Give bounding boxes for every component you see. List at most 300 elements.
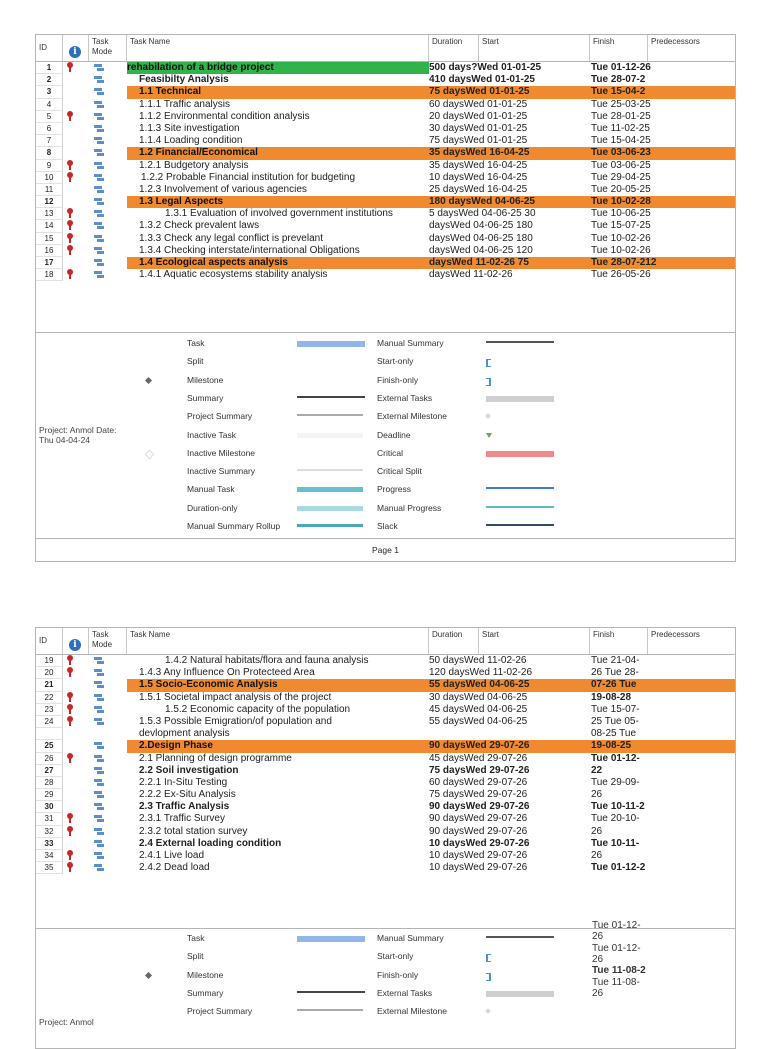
legend-label: Project Summary [187,411,253,422]
auto-schedule-icon [94,123,108,135]
auto-schedule-icon [94,716,108,728]
finish-only-symbol [486,973,491,981]
legend-label: External Tasks [377,392,433,403]
finish-date: Tue 26-05-26 [591,269,651,281]
finish-date: 19-08-28 [591,691,632,703]
task-name[interactable]: 1.2.2 Probable Financial institution for budgeting [141,171,356,183]
table-row[interactable] [36,62,735,74]
auto-schedule-icon [94,667,108,679]
table-row[interactable] [36,801,735,813]
header-finish: Finish [590,35,648,61]
task-name[interactable]: rehabilation of a bridge project [127,62,274,73]
task-rows [36,655,735,874]
diamond-symbol [145,972,152,979]
legend-label: Split [187,951,204,962]
header-task-mode: Task Mode [89,628,127,654]
finish-date: Tue 29-09- [591,776,640,788]
task-name[interactable]: 1.4 Ecological aspects analysis [139,257,288,268]
table-row[interactable] [36,74,735,86]
legend-label: Critical [377,447,403,458]
header-predecessors: Predecessors [651,630,700,639]
legend-label: Inactive Summary [187,466,256,477]
duration-start: 10 daysWed 16-04-25 [429,171,528,183]
table-row[interactable] [36,99,735,111]
finish-date: Tue 01-12- [592,920,641,931]
duration-start: 120 daysWed 11-02-26 [429,667,533,679]
row-id: 31 [36,813,63,825]
duration-start: 90 daysWed 29-07-26 [429,740,530,752]
table-row[interactable] [36,862,735,874]
table-header [36,628,735,655]
legend-label: Inactive Milestone [187,447,256,458]
row-id: 32 [36,826,63,838]
task-name[interactable]: 1.3.2 Check prevalent laws [139,220,260,232]
progress-symbol [486,487,554,489]
inactive-diamond-symbol [145,449,155,459]
finish-date: Tue 10-02-26 [591,244,651,256]
legend-label: Duration-only [187,502,238,513]
auto-schedule-icon [94,679,108,691]
duration-start: 20 daysWed 01-01-25 [429,110,528,122]
inactive-bar-symbol [297,433,363,438]
legend-label: Manual Summary Rollup [187,521,281,531]
duration-start: 5 daysWed 04-06-25 30 [429,208,536,220]
task-name[interactable]: 2.4.1 Live load [139,850,205,861]
task-name[interactable]: 1.5.2 Economic capacity of the population [165,703,351,715]
ext-milestone-symbol [485,413,491,419]
auto-schedule-icon [94,862,108,874]
task-name[interactable]: 1.1.2 Environmental condition analysis [139,110,310,122]
proj-summary-symbol [297,1009,363,1011]
duration-start: 25 daysWed 16-04-25 [429,183,528,195]
auto-schedule-icon [94,172,108,184]
duration-start: 90 daysWed 29-07-26 [429,825,528,837]
task-name[interactable]: 1.4.1 Aquatic ecosystems stability analysis [139,269,328,281]
row-id: 4 [36,99,63,111]
task-name[interactable]: 1.4.3 Any Influence On Protecteed Area [139,667,315,679]
task-name[interactable]: Feasibilty Analysis [139,74,229,86]
duration-start: 10 daysWed 29-07-26 [429,850,528,861]
table-row[interactable] [36,679,735,691]
table-row[interactable] [36,184,735,196]
task-name[interactable]: 2.3 Traffic Analysis [139,801,230,813]
finish-date: Tue 15-07-25 [591,220,651,232]
finish-date: 22 [591,764,603,776]
finish-date: 26 [592,931,604,943]
table-row[interactable] [36,245,735,257]
table-row[interactable] [36,233,735,245]
row-id: 12 [36,196,63,208]
task-name[interactable]: 1.5 Socio-Economic Analysis [139,679,278,691]
task-name[interactable]: 1.2 Financial/Economical [139,147,258,159]
task-name[interactable]: 2.4.2 Dead load [139,862,210,874]
manual-summary-symbol [486,936,554,938]
finish-date: Tue 25-03-25 [591,98,651,110]
auto-schedule-icon [94,147,108,159]
project-info: Project: Anmol Date: Thu 04-04-24 [39,425,117,445]
finish-date: Tue 01-12- [592,942,641,954]
task-name[interactable]: 2.2 Soil investigation [139,764,239,776]
legend-label: Critical Split [377,466,422,477]
finish-date: 19-08-25 [591,740,632,752]
row-id: 24 [36,716,63,728]
start-only-symbol [486,359,491,367]
table-row[interactable] [36,667,735,679]
row-id: 6 [36,123,63,135]
auto-schedule-icon [94,789,108,801]
finish-date: 25 Tue 05- [591,715,639,727]
row-id: 28 [36,777,63,789]
header-start: Start [479,35,590,61]
task-name[interactable]: 2.3.2 total station survey [139,825,248,837]
manual-teal-symbol [297,487,363,492]
row-id: 34 [36,850,63,862]
auto-schedule-icon [94,196,108,208]
legend [36,920,735,1049]
auto-schedule-icon [94,269,108,281]
finish-date: Tue 20-10- [591,813,640,825]
auto-schedule-icon [94,257,108,269]
table-row[interactable] [36,160,735,172]
legend [36,332,735,539]
legend-label: Slack [377,521,398,531]
legend-label: Summary [187,987,224,998]
table-row[interactable] [36,147,735,159]
legend-label: External Milestone [377,411,447,422]
row-id: 7 [36,135,63,147]
auto-schedule-icon [94,850,108,862]
row-id: 33 [36,838,63,850]
duration-start: 500 days?Wed 01-01-25 [429,62,542,73]
table-row[interactable] [36,655,735,667]
pushpin-icon [67,862,81,876]
finish-date: Tue 15-04-25 [591,135,651,147]
auto-schedule-icon [94,62,108,74]
legend-label: Deadline [377,429,411,440]
finish-date: 26 [591,825,603,837]
duration-start: daysWed 11-02-26 75 [429,257,529,268]
table-row[interactable] [36,135,735,147]
legend-label: Finish-only [377,374,419,385]
auto-schedule-icon [94,777,108,789]
task-name[interactable]: devlopment analysis [139,728,230,740]
auto-schedule-icon [94,692,108,704]
finish-date: Tue 28-07-2 [591,74,646,86]
table-row[interactable] [36,716,735,728]
table-row[interactable] [36,753,735,765]
duration-start: 90 daysWed 29-07-26 [429,813,528,825]
task-name[interactable]: 1.2.3 Involvement of various agencies [139,183,307,195]
header-duration: Duration [429,35,479,61]
row-id [36,728,63,740]
task-name[interactable]: 2.2.2 Ex-Situ Analysis [139,789,236,801]
table-row[interactable] [36,208,735,220]
table-row[interactable] [36,111,735,123]
row-id: 1 [36,62,63,74]
table-row[interactable] [36,813,735,825]
table-row[interactable] [36,172,735,184]
auto-schedule-icon [94,111,108,123]
row-id: 19 [36,655,63,667]
duration-start: 75 daysWed 29-07-26 [429,764,530,776]
table-row[interactable] [36,269,735,281]
finish-date: Tue 11-08-2 [592,965,646,977]
info-icon: i [69,46,81,58]
manual-progress-symbol [486,506,554,508]
auto-schedule-icon [94,86,108,98]
header-indicators [63,35,89,61]
ext-tasks-symbol [486,396,554,402]
auto-schedule-icon [94,220,108,232]
start-only-symbol [486,954,491,962]
legend-label: Manual Task [187,484,235,495]
legend-label: Task [187,338,205,348]
task-name[interactable]: 1.3.1 Evaluation of involved government institutions [165,208,393,220]
row-id: 17 [36,257,63,269]
row-id: 11 [36,184,63,196]
finish-date: Tue 10-11-2 [591,801,645,813]
row-id: 26 [36,753,63,765]
legend-label: Start-only [377,951,414,962]
header-task-name: Task Name [127,35,429,61]
auto-schedule-icon [94,838,108,850]
task-name[interactable]: 2.4 External loading condition [139,837,282,849]
finish-date: Tue 10-02-26 [591,232,651,244]
auto-schedule-icon [94,184,108,196]
finish-date: 26 Tue 28- [591,667,639,679]
duration-start: 60 daysWed 01-01-25 [429,98,528,110]
header-id: ID [36,35,63,61]
slack-symbol [486,524,554,526]
task-name[interactable]: 1.3.4 Checking interstate/international Obligations [139,244,360,256]
legend-label: Manual Progress [377,502,442,513]
duration-start: 50 daysWed 11-02-26 [429,655,527,666]
proj-summary-symbol [297,414,363,416]
task-name[interactable]: 1.2.1 Budgetory analysis [139,159,249,171]
diamond-symbol [145,377,152,384]
gantt-page-1 [35,34,736,562]
finish-date: Tue 10-02-28 [591,196,651,208]
ext-milestone-symbol [485,1008,491,1014]
finish-date: 26 [591,850,603,861]
header-indicators [63,628,89,654]
duration-start: daysWed 04-06-25 180 [429,220,533,232]
finish-date: Tue 15-07- [591,703,640,715]
duration-start: 35 daysWed 16-04-25 [429,147,530,159]
ext-tasks-symbol [486,991,554,997]
finish-date: Tue 03-06-25 [591,159,651,171]
table-row[interactable] [36,850,735,862]
row-id: 22 [36,692,63,704]
gantt-page-2 [35,627,736,1049]
row-id: 23 [36,704,63,716]
header-duration: Duration [429,628,479,654]
auto-schedule-icon [94,813,108,825]
task-name[interactable]: 1.1.4 Loading condition [139,135,243,147]
table-row[interactable] [36,777,735,789]
row-id: 18 [36,269,63,281]
table-row[interactable] [36,704,735,716]
legend-label: Milestone [187,374,224,385]
auto-schedule-icon [94,74,108,86]
table-row[interactable] [36,826,735,838]
duration-start: 410 daysWed 01-01-25 [429,74,535,86]
auto-schedule-icon [94,233,108,245]
header-task-mode: Task Mode [89,35,127,61]
row-id: 2 [36,74,63,86]
legend-label: Milestone [187,969,224,980]
auto-schedule-icon [94,740,108,752]
duration-start: 75 daysWed 01-01-25 [429,86,530,98]
table-row[interactable] [36,692,735,704]
legend-label: Split [187,356,204,367]
task-name[interactable]: 1.1.3 Site investigation [139,122,240,134]
page-label: Page 1 [372,545,399,555]
table-row[interactable] [36,765,735,777]
task-name[interactable]: 2.1 Planning of design programme [139,752,292,764]
task-name[interactable]: 1.1 Technical [139,86,202,98]
auto-schedule-icon [94,160,108,172]
table-header [36,35,735,62]
table-row[interactable] [36,196,735,208]
finish-date: Tue 10-06-25 [591,208,651,220]
task-name[interactable]: 1.1.1 Traffic analysis [139,98,230,110]
header-task-name: Task Name [127,628,429,654]
legend-label: Manual Summary [377,338,444,348]
table-row[interactable] [36,789,735,801]
auto-schedule-icon [94,753,108,765]
table-row[interactable] [36,220,735,232]
auto-schedule-icon [94,765,108,777]
row-id: 14 [36,220,63,232]
bar-blue-symbol [297,936,365,942]
summary-symbol [297,396,365,398]
auto-schedule-icon [94,245,108,257]
finish-date: Tue 20-05-25 [591,183,651,195]
legend-label: Progress [377,484,412,495]
legend-label: External Tasks [377,987,433,998]
header-start: Start [479,628,590,654]
header-predecessors: Predecessors [651,37,700,46]
header-id: ID [36,628,63,654]
task-name[interactable]: 1.4.2 Natural habitats/flora and fauna analysis [165,655,369,666]
task-name[interactable]: 1.3 Legal Aspects [139,196,224,208]
task-name[interactable]: 1.5.3 Possible Emigration/of population and [139,715,332,727]
row-id: 27 [36,765,63,777]
auto-schedule-icon [94,135,108,147]
row-id: 10 [36,172,63,184]
summary-symbol [297,991,365,993]
finish-date: Tue 29-04-25 [591,171,651,183]
duration-start: 45 daysWed 04-06-25 [429,703,528,715]
finish-date: Tue 01-12-26 [591,62,651,73]
finish-date: 26 [591,789,603,801]
critical-symbol [486,451,554,457]
legend-label: Summary [187,392,224,403]
table-row[interactable] [36,257,735,269]
legend-label: Start-only [377,356,414,367]
auto-schedule-icon [94,99,108,111]
duration-start: 75 daysWed 29-07-26 [429,789,528,801]
task-name[interactable]: 2.Design Phase [139,740,213,752]
finish-date: 26 [592,953,604,965]
duration-start: 55 daysWed 04-06-25 [429,715,528,727]
row-id: 20 [36,667,63,679]
duration-only-symbol [297,506,363,511]
task-rows [36,62,735,281]
row-id: 8 [36,147,63,159]
finish-date: Tue 11-08- [592,976,640,988]
finish-date: Tue 28-07-212 [591,257,657,268]
rollup-symbol [297,524,363,527]
finish-only-symbol [486,378,491,386]
legend-label: Inactive Task [187,429,236,440]
row-id: 21 [36,679,63,691]
duration-start: daysWed 11-02-26 [429,269,513,281]
row-id: 25 [36,740,63,752]
task-name[interactable]: 1.3.3 Check any legal conflict is prevelant [139,232,323,244]
finish-date: 26 [592,987,604,999]
row-id: 35 [36,862,63,874]
finish-date: Tue 15-04-2 [591,86,646,98]
duration-start: 30 daysWed 01-01-25 [429,122,528,134]
legend-label: Manual Summary [377,933,444,943]
auto-schedule-icon [94,801,108,813]
pushpin-icon [67,269,81,283]
row-id: 15 [36,233,63,245]
finish-date: 08-25 Tue [591,728,637,740]
auto-schedule-icon [94,826,108,838]
task-name[interactable]: 2.3.1 Traffic Survey [139,813,225,825]
duration-start: 60 daysWed 29-07-26 [429,776,528,788]
finish-date: 07-26 Tue [591,679,637,691]
duration-start: 45 daysWed 29-07-26 [429,752,528,764]
finish-date: Tue 01-12-2 [591,862,646,874]
task-name[interactable]: 1.5.1 Societal impact analysis of the project [139,691,332,703]
legend-label: Finish-only [377,969,419,980]
row-id: 3 [36,86,63,98]
finish-date: Tue 03-06-23 [591,147,651,159]
page-footer [36,538,735,561]
row-id: 16 [36,245,63,257]
deadline-symbol [486,433,492,438]
table-row[interactable] [36,740,735,752]
auto-schedule-icon [94,704,108,716]
row-id: 5 [36,111,63,123]
task-name[interactable]: 2.2.1 In-Situ Testing [139,776,228,788]
legend-label: External Milestone [377,1006,447,1017]
duration-start: 10 daysWed 29-07-26 [429,837,530,849]
duration-start: 90 daysWed 29-07-26 [429,801,530,813]
inactive-summary-symbol [297,469,363,471]
row-id: 9 [36,160,63,172]
finish-date: Tue 28-01-25 [591,110,651,122]
row-id: 30 [36,801,63,813]
duration-start: 75 daysWed 01-01-25 [429,135,528,147]
manual-summary-symbol [486,341,554,343]
table-row[interactable] [36,123,735,135]
auto-schedule-icon [94,655,108,667]
table-row[interactable] [36,838,735,850]
duration-start: 55 daysWed 04-06-25 [429,679,530,691]
duration-start: 30 daysWed 04-06-25 [429,691,528,703]
duration-start: daysWed 04-06-25 180 [429,232,533,244]
bar-blue-symbol [297,341,365,347]
table-row[interactable] [36,86,735,98]
duration-start: 10 daysWed 29-07-26 [429,862,528,874]
table-row[interactable] [36,728,735,740]
legend-label: Project Summary [187,1006,253,1017]
